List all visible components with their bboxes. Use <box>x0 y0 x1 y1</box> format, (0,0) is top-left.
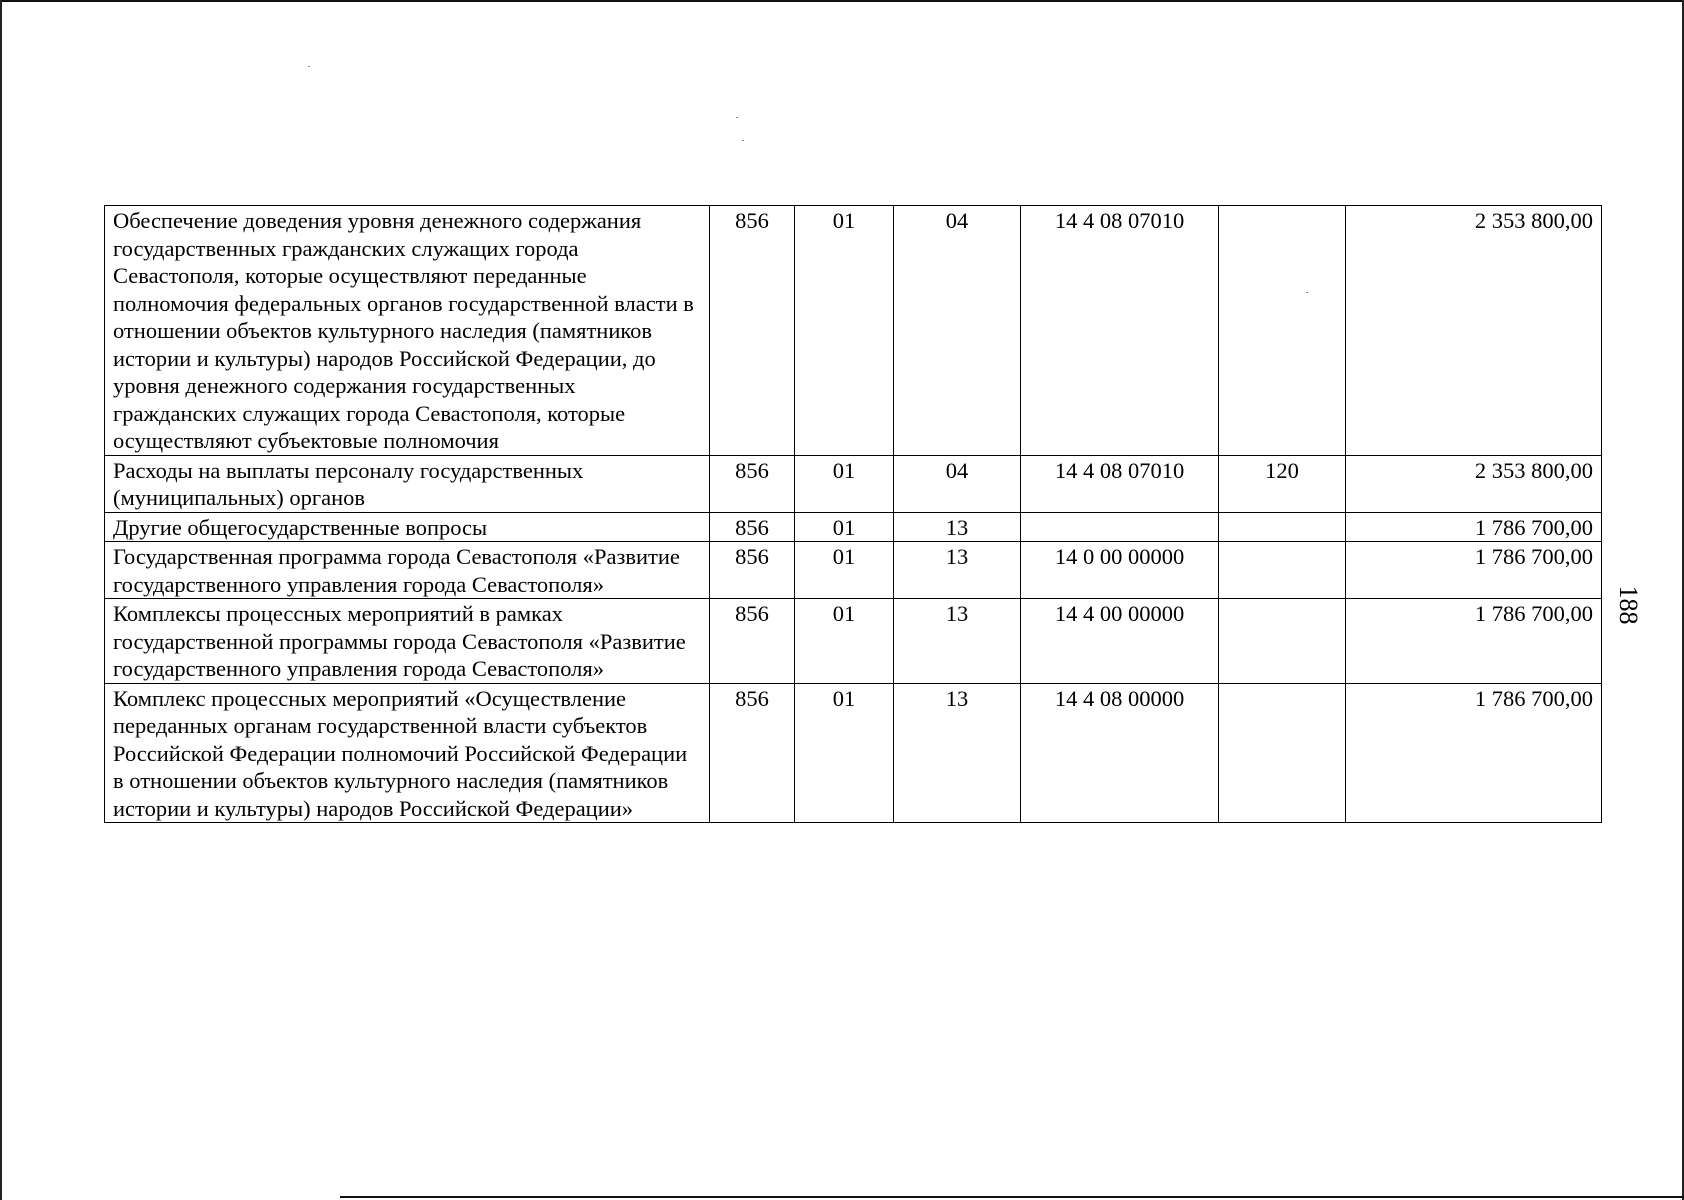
row-name: Государственная программа города Севастополя «Развитие государственного управления города Севастополя» <box>105 542 710 599</box>
row-rz: 01 <box>795 455 894 512</box>
row-sum: 1 786 700,00 <box>1346 512 1602 542</box>
row-csr: 14 4 08 00000 <box>1021 683 1219 823</box>
scan-speck <box>736 117 738 118</box>
row-sum: 2 353 800,00 <box>1346 206 1602 456</box>
row-pr: 13 <box>894 599 1021 684</box>
row-pr: 13 <box>894 683 1021 823</box>
row-rz: 01 <box>795 542 894 599</box>
table-row <box>105 542 1602 599</box>
row-rz: 01 <box>795 206 894 456</box>
row-pr: 04 <box>894 455 1021 512</box>
table-row <box>105 455 1602 512</box>
row-csr: 14 0 00 00000 <box>1021 542 1219 599</box>
scan-edge-bottom <box>340 1196 1684 1198</box>
row-pr: 04 <box>894 206 1021 456</box>
row-ved: 856 <box>710 512 795 542</box>
row-csr: 14 4 00 00000 <box>1021 599 1219 684</box>
table-row <box>105 206 1602 456</box>
row-vr <box>1219 599 1346 684</box>
row-rz: 01 <box>795 683 894 823</box>
row-name: Комплекс процессных мероприятий «Осуществление переданных органам государственной власти субъектов Российской Федерации полномочий Российской Федерации в отношении объектов культурного наследия (памятников истории и культуры) народов Российской Федерации» <box>105 683 710 823</box>
row-name: Комплексы процессных мероприятий в рамках государственной программы города Севастополя «Развитие государственного управления города Севастополя» <box>105 599 710 684</box>
row-ved: 856 <box>710 206 795 456</box>
scan-edge-left <box>0 0 2 1200</box>
page-number: 188 <box>1614 585 1643 625</box>
row-csr: 14 4 08 07010 <box>1021 206 1219 456</box>
row-sum: 1 786 700,00 <box>1346 542 1602 599</box>
scan-edge-top <box>0 0 1684 2</box>
row-vr <box>1219 206 1346 456</box>
row-rz: 01 <box>795 512 894 542</box>
row-name: Обеспечение доведения уровня денежного содержания государственных гражданских служащих города Севастополя, которые осуществляют переданные полномочия федеральных органов государственной власти в отношении объектов культурного наследия (памятников истории и культуры) народов Российской Федерации, до уровня денежного содержания государственных гражданских служащих города Севастополя, которые осуществляют субъектовые полномочия <box>105 206 710 456</box>
row-name: Расходы на выплаты персоналу государственных (муниципальных) органов <box>105 455 710 512</box>
row-csr <box>1021 512 1219 542</box>
table-row <box>105 512 1602 542</box>
row-pr: 13 <box>894 512 1021 542</box>
row-rz: 01 <box>795 599 894 684</box>
row-name: Другие общегосударственные вопросы <box>105 512 710 542</box>
budget-table <box>104 205 1602 823</box>
row-ved: 856 <box>710 542 795 599</box>
table-row <box>105 599 1602 684</box>
row-csr: 14 4 08 07010 <box>1021 455 1219 512</box>
row-vr <box>1219 512 1346 542</box>
scan-speck <box>742 140 744 141</box>
table-row <box>105 683 1602 823</box>
row-vr <box>1219 542 1346 599</box>
row-ved: 856 <box>710 599 795 684</box>
row-sum: 1 786 700,00 <box>1346 599 1602 684</box>
scan-speck <box>308 66 310 67</box>
row-sum: 1 786 700,00 <box>1346 683 1602 823</box>
row-ved: 856 <box>710 455 795 512</box>
row-vr <box>1219 683 1346 823</box>
row-vr: 120 <box>1219 455 1346 512</box>
row-pr: 13 <box>894 542 1021 599</box>
row-sum: 2 353 800,00 <box>1346 455 1602 512</box>
row-ved: 856 <box>710 683 795 823</box>
